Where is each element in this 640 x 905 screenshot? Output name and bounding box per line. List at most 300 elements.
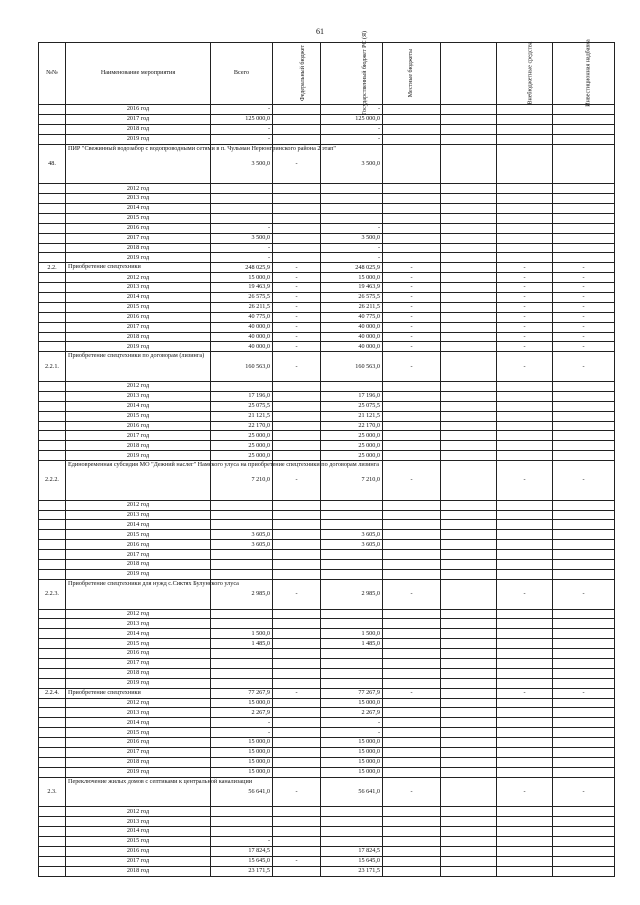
cell-blank xyxy=(441,124,497,134)
item-number-empty xyxy=(39,530,66,540)
cell-total: 15 000,0 xyxy=(211,698,273,708)
cell-extra xyxy=(497,569,553,579)
cell-federal xyxy=(273,619,321,629)
cell-extra xyxy=(497,520,553,530)
cell-extra: - xyxy=(497,292,553,302)
cell-state: 125 000,0 xyxy=(321,114,383,124)
cell-blank xyxy=(441,757,497,767)
cell-federal xyxy=(273,530,321,540)
cell-state: 15 000,0 xyxy=(321,757,383,767)
cell-blank xyxy=(441,668,497,678)
cell-blank xyxy=(441,609,497,619)
cell-investment xyxy=(553,837,615,847)
cell-federal xyxy=(273,846,321,856)
item-number-empty xyxy=(39,124,66,134)
cell-investment xyxy=(553,728,615,738)
cell-total: 15 645,0 xyxy=(211,856,273,866)
cell-investment xyxy=(553,550,615,560)
cell-investment xyxy=(553,757,615,767)
table-row xyxy=(39,233,615,243)
cell-total xyxy=(211,827,273,837)
cell-extra xyxy=(497,381,553,391)
cell-extra xyxy=(497,114,553,124)
year-label: 2013 год xyxy=(66,510,211,520)
cell-state: 40 775,0 xyxy=(321,312,383,322)
cell-extra xyxy=(497,233,553,243)
cell-local: - xyxy=(383,688,441,698)
item-number: 2.2.1. xyxy=(39,352,66,382)
cell-blank xyxy=(441,461,497,501)
cell-total xyxy=(211,649,273,659)
cell-local xyxy=(383,658,441,668)
cell-federal xyxy=(273,866,321,876)
item-number-empty xyxy=(39,401,66,411)
year-label: 2018 год xyxy=(66,668,211,678)
cell-total: 3 500,0 xyxy=(211,144,273,184)
cell-state xyxy=(321,203,383,213)
cell-total: - xyxy=(211,253,273,263)
cell-extra xyxy=(497,629,553,639)
year-label: 2019 год xyxy=(66,451,211,461)
item-number-empty xyxy=(39,105,66,115)
cell-local xyxy=(383,134,441,144)
cell-blank xyxy=(441,629,497,639)
cell-local xyxy=(383,718,441,728)
cell-total: 15 000,0 xyxy=(211,757,273,767)
cell-blank xyxy=(441,411,497,421)
item-number-empty xyxy=(39,411,66,421)
cell-local xyxy=(383,243,441,253)
cell-federal: - xyxy=(273,273,321,283)
header-investment: Инвестиционная надбавка xyxy=(553,43,615,105)
cell-state: 1 500,0 xyxy=(321,629,383,639)
item-number-empty xyxy=(39,421,66,431)
table-row xyxy=(39,194,615,204)
cell-extra xyxy=(497,540,553,550)
table-row xyxy=(39,421,615,431)
cell-state: 160 563,0 xyxy=(321,352,383,382)
cell-federal xyxy=(273,441,321,451)
table-row xyxy=(39,668,615,678)
cell-extra xyxy=(497,817,553,827)
cell-total: 1 500,0 xyxy=(211,629,273,639)
cell-investment xyxy=(553,451,615,461)
cell-blank xyxy=(441,728,497,738)
cell-local xyxy=(383,639,441,649)
cell-extra xyxy=(497,738,553,748)
year-label: 2012 год xyxy=(66,381,211,391)
header-total: Всего xyxy=(211,43,273,105)
cell-blank xyxy=(441,837,497,847)
header-extra: Внебюджетные средства xyxy=(497,43,553,105)
cell-total: - xyxy=(211,223,273,233)
cell-total: 40 000,0 xyxy=(211,342,273,352)
cell-extra: - xyxy=(497,312,553,322)
cell-local xyxy=(383,530,441,540)
cell-blank xyxy=(441,243,497,253)
table-row xyxy=(39,134,615,144)
cell-total: 15 000,0 xyxy=(211,273,273,283)
year-label: 2013 год xyxy=(66,619,211,629)
item-number-empty xyxy=(39,194,66,204)
year-label: 2014 год xyxy=(66,292,211,302)
cell-extra xyxy=(497,550,553,560)
cell-extra xyxy=(497,411,553,421)
cell-blank xyxy=(441,678,497,688)
cell-local xyxy=(383,233,441,243)
table-row xyxy=(39,283,615,293)
cell-total xyxy=(211,184,273,194)
year-label: 2013 год xyxy=(66,391,211,401)
cell-total: 3 605,0 xyxy=(211,530,273,540)
cell-blank xyxy=(441,381,497,391)
cell-local xyxy=(383,837,441,847)
cell-blank xyxy=(441,441,497,451)
table-row xyxy=(39,381,615,391)
cell-investment xyxy=(553,817,615,827)
cell-investment xyxy=(553,678,615,688)
cell-total xyxy=(211,213,273,223)
cell-investment: - xyxy=(553,322,615,332)
year-label: 2016 год xyxy=(66,105,211,115)
table-row xyxy=(39,500,615,510)
item-number-empty xyxy=(39,381,66,391)
cell-state: 1 485,0 xyxy=(321,639,383,649)
cell-blank xyxy=(441,718,497,728)
cell-investment xyxy=(553,856,615,866)
cell-state: 26 211,5 xyxy=(321,302,383,312)
year-label: 2017 год xyxy=(66,322,211,332)
item-number-empty xyxy=(39,678,66,688)
cell-blank xyxy=(441,658,497,668)
cell-extra xyxy=(497,708,553,718)
cell-state xyxy=(321,609,383,619)
cell-local xyxy=(383,738,441,748)
cell-blank xyxy=(441,342,497,352)
cell-blank xyxy=(441,194,497,204)
item-number-empty xyxy=(39,441,66,451)
table-row xyxy=(39,560,615,570)
cell-federal: - xyxy=(273,283,321,293)
cell-local: - xyxy=(383,263,441,273)
cell-extra xyxy=(497,401,553,411)
year-label: 2017 год xyxy=(66,658,211,668)
cell-state: 21 121,5 xyxy=(321,411,383,421)
cell-investment xyxy=(553,540,615,550)
cell-total: 40 000,0 xyxy=(211,332,273,342)
cell-total: 15 000,0 xyxy=(211,767,273,777)
cell-extra xyxy=(497,203,553,213)
cell-blank xyxy=(441,579,497,609)
cell-blank xyxy=(441,639,497,649)
item-number-empty xyxy=(39,332,66,342)
cell-blank xyxy=(441,747,497,757)
year-label: 2016 год xyxy=(66,223,211,233)
cell-federal: - xyxy=(273,777,321,807)
item-number-empty xyxy=(39,560,66,570)
cell-extra xyxy=(497,500,553,510)
header-num: №№ xyxy=(39,43,66,105)
cell-local xyxy=(383,856,441,866)
cell-state xyxy=(321,668,383,678)
cell-total xyxy=(211,817,273,827)
cell-federal xyxy=(273,718,321,728)
table-row xyxy=(39,401,615,411)
cell-local: - xyxy=(383,332,441,342)
item-number-empty xyxy=(39,253,66,263)
cell-extra xyxy=(497,609,553,619)
header-federal: Федеральный бюджет xyxy=(273,43,321,105)
cell-federal xyxy=(273,114,321,124)
table-row xyxy=(39,391,615,401)
item-number-empty xyxy=(39,866,66,876)
cell-federal xyxy=(273,391,321,401)
cell-total: 248 025,9 xyxy=(211,263,273,273)
header-state: Государственный бюджет РС (Я) xyxy=(321,43,383,105)
table-row xyxy=(39,530,615,540)
cell-federal: - xyxy=(273,332,321,342)
cell-blank xyxy=(441,312,497,322)
cell-blank xyxy=(441,391,497,401)
cell-extra xyxy=(497,391,553,401)
cell-blank xyxy=(441,401,497,411)
cell-extra xyxy=(497,757,553,767)
cell-investment xyxy=(553,203,615,213)
cell-blank xyxy=(441,807,497,817)
item-number-empty xyxy=(39,708,66,718)
cell-total: 160 563,0 xyxy=(211,352,273,382)
header-empty xyxy=(441,43,497,105)
cell-blank xyxy=(441,550,497,560)
section-row xyxy=(39,688,615,698)
cell-state xyxy=(321,837,383,847)
item-number-empty xyxy=(39,114,66,124)
cell-total: - xyxy=(211,728,273,738)
cell-investment xyxy=(553,184,615,194)
cell-extra xyxy=(497,105,553,115)
cell-federal xyxy=(273,767,321,777)
cell-investment xyxy=(553,134,615,144)
cell-state: 40 000,0 xyxy=(321,322,383,332)
cell-state: 23 171,5 xyxy=(321,866,383,876)
item-number-empty xyxy=(39,817,66,827)
cell-local: - xyxy=(383,579,441,609)
cell-investment xyxy=(553,866,615,876)
table-row xyxy=(39,698,615,708)
cell-total: 56 641,0 xyxy=(211,777,273,807)
cell-blank xyxy=(441,520,497,530)
item-number-empty xyxy=(39,728,66,738)
cell-total: 17 824,5 xyxy=(211,846,273,856)
cell-blank xyxy=(441,856,497,866)
year-label: 2017 год xyxy=(66,431,211,441)
item-number-empty xyxy=(39,856,66,866)
table-row xyxy=(39,273,615,283)
cell-state: 15 000,0 xyxy=(321,747,383,757)
cell-extra: - xyxy=(497,302,553,312)
cell-federal xyxy=(273,569,321,579)
cell-extra xyxy=(497,124,553,134)
cell-blank xyxy=(441,569,497,579)
cell-federal xyxy=(273,411,321,421)
cell-federal xyxy=(273,510,321,520)
cell-blank xyxy=(441,510,497,520)
cell-investment xyxy=(553,658,615,668)
cell-federal xyxy=(273,609,321,619)
cell-extra xyxy=(497,194,553,204)
cell-investment: - xyxy=(553,302,615,312)
item-number-empty xyxy=(39,668,66,678)
cell-local xyxy=(383,550,441,560)
year-label: 2017 год xyxy=(66,114,211,124)
year-label: 2014 год xyxy=(66,718,211,728)
cell-local xyxy=(383,569,441,579)
cell-local xyxy=(383,451,441,461)
cell-local: - xyxy=(383,273,441,283)
item-number-empty xyxy=(39,698,66,708)
cell-state: 2 267,9 xyxy=(321,708,383,718)
cell-federal xyxy=(273,658,321,668)
cell-federal xyxy=(273,431,321,441)
cell-investment xyxy=(553,223,615,233)
cell-extra: - xyxy=(497,777,553,807)
item-name: Приобретение спецтехники xyxy=(66,263,211,273)
cell-investment: - xyxy=(553,283,615,293)
cell-extra xyxy=(497,658,553,668)
item-number: 2.2.4. xyxy=(39,688,66,698)
table-row xyxy=(39,441,615,451)
year-label: 2012 год xyxy=(66,500,211,510)
cell-extra xyxy=(497,451,553,461)
cell-extra xyxy=(497,253,553,263)
cell-extra xyxy=(497,767,553,777)
cell-blank xyxy=(441,846,497,856)
year-label: 2012 год xyxy=(66,698,211,708)
year-label: 2017 год xyxy=(66,856,211,866)
cell-local xyxy=(383,381,441,391)
cell-state: 17 196,0 xyxy=(321,391,383,401)
cell-blank xyxy=(441,817,497,827)
cell-total xyxy=(211,560,273,570)
cell-state: 19 463,9 xyxy=(321,283,383,293)
cell-extra xyxy=(497,134,553,144)
table-row xyxy=(39,609,615,619)
cell-local xyxy=(383,540,441,550)
cell-state: 56 641,0 xyxy=(321,777,383,807)
year-label: 2015 год xyxy=(66,837,211,847)
cell-state xyxy=(321,184,383,194)
cell-total xyxy=(211,500,273,510)
item-number-empty xyxy=(39,619,66,629)
cell-federal xyxy=(273,134,321,144)
item-number-empty xyxy=(39,609,66,619)
cell-extra: - xyxy=(497,322,553,332)
cell-state: 25 075,5 xyxy=(321,401,383,411)
item-number-empty xyxy=(39,629,66,639)
table-row xyxy=(39,629,615,639)
cell-state: - xyxy=(321,105,383,115)
cell-local: - xyxy=(383,461,441,501)
cell-extra xyxy=(497,668,553,678)
cell-total xyxy=(211,678,273,688)
table-row xyxy=(39,322,615,332)
cell-total: 26 211,5 xyxy=(211,302,273,312)
cell-blank xyxy=(441,560,497,570)
table-row xyxy=(39,184,615,194)
cell-state xyxy=(321,678,383,688)
year-label: 2019 год xyxy=(66,253,211,263)
cell-federal xyxy=(273,381,321,391)
cell-federal xyxy=(273,124,321,134)
cell-investment xyxy=(553,391,615,401)
cell-investment: - xyxy=(553,352,615,382)
table-row xyxy=(39,431,615,441)
cell-state xyxy=(321,649,383,659)
cell-state: 15 000,0 xyxy=(321,738,383,748)
table-row xyxy=(39,520,615,530)
cell-local xyxy=(383,391,441,401)
cell-investment xyxy=(553,767,615,777)
cell-federal xyxy=(273,668,321,678)
item-number-empty xyxy=(39,807,66,817)
table-header-row xyxy=(39,43,615,105)
item-number-empty xyxy=(39,747,66,757)
cell-blank xyxy=(441,649,497,659)
cell-total: 15 000,0 xyxy=(211,747,273,757)
cell-state xyxy=(321,569,383,579)
cell-total: 25 000,0 xyxy=(211,451,273,461)
table-row xyxy=(39,223,615,233)
cell-local xyxy=(383,421,441,431)
cell-blank xyxy=(441,451,497,461)
cell-investment xyxy=(553,846,615,856)
cell-federal: - xyxy=(273,312,321,322)
cell-state: 3 500,0 xyxy=(321,233,383,243)
cell-blank xyxy=(441,283,497,293)
cell-total: 77 267,9 xyxy=(211,688,273,698)
cell-federal xyxy=(273,639,321,649)
cell-local xyxy=(383,401,441,411)
cell-state: - xyxy=(321,718,383,728)
cell-federal xyxy=(273,194,321,204)
year-label: 2018 год xyxy=(66,866,211,876)
cell-state: 3 500,0 xyxy=(321,144,383,184)
year-label: 2016 год xyxy=(66,649,211,659)
cell-local xyxy=(383,728,441,738)
cell-investment xyxy=(553,718,615,728)
cell-local xyxy=(383,678,441,688)
cell-blank xyxy=(441,540,497,550)
cell-local xyxy=(383,757,441,767)
header-local: Местные бюджеты xyxy=(383,43,441,105)
cell-federal xyxy=(273,401,321,411)
cell-extra xyxy=(497,639,553,649)
item-number-empty xyxy=(39,718,66,728)
cell-local xyxy=(383,629,441,639)
item-number-empty xyxy=(39,184,66,194)
cell-blank xyxy=(441,223,497,233)
year-label: 2016 год xyxy=(66,421,211,431)
cell-federal xyxy=(273,678,321,688)
cell-investment xyxy=(553,649,615,659)
cell-investment xyxy=(553,510,615,520)
cell-investment: - xyxy=(553,461,615,501)
cell-total: 23 171,5 xyxy=(211,866,273,876)
table-row xyxy=(39,738,615,748)
cell-federal xyxy=(273,738,321,748)
cell-blank xyxy=(441,203,497,213)
item-number-empty xyxy=(39,223,66,233)
